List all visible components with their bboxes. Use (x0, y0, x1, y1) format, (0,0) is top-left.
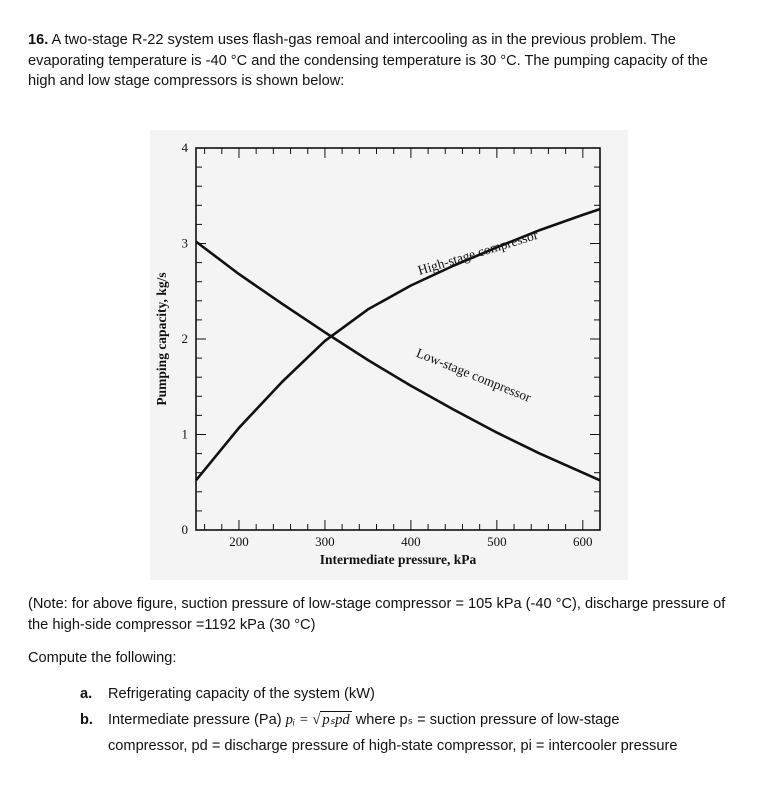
y-tick-label: 0 (181, 522, 188, 537)
problem-text: A two-stage R-22 system uses flash-gas remoal and intercooling as in the previous problem. The evaporating temperature is -40 °C and the condensing temperature is 30 °C. The pumping capacity of the high and low stage compressors is shown below: (28, 32, 708, 89)
question-b-letter: b. (80, 712, 93, 728)
x-tick-label: 300 (315, 534, 335, 549)
series-line-high-stage (196, 242, 600, 481)
question-b-text: Intermediate pressure (Pa) (108, 712, 282, 728)
x-tick-label: 600 (573, 534, 593, 549)
pumping-capacity-chart (150, 130, 628, 580)
series-line-low-stage (196, 209, 600, 480)
x-tick-label: 500 (487, 534, 507, 549)
pumping-capacity-figure (150, 130, 628, 580)
question-b (80, 710, 740, 730)
question-b-where: where pₛ = suction pressure of low-stage (355, 712, 620, 728)
compute-label: Compute the following: (28, 650, 177, 666)
formula-lhs: pᵢ = (285, 712, 309, 728)
series-label-low-stage: Low-stage compressor (414, 345, 534, 405)
question-b-continuation: compressor, pd = discharge pressure of high-state compressor, pi = intercooler pressure (108, 738, 678, 754)
x-axis-label: Intermediate pressure, kPa (319, 552, 477, 567)
question-a (80, 684, 740, 704)
y-tick-label: 1 (181, 426, 188, 442)
problem-statement (28, 30, 734, 92)
x-tick-label: 400 (401, 534, 421, 549)
plot-frame (196, 148, 600, 530)
y-axis-label: Pumping capacity, kg/s (154, 272, 169, 406)
figure-note: (Note: for above figure, suction pressure of low-stage compressor = 105 kPa (-40 °C), discharge pressure of the high-side compressor =1192 kPa (30 °C) (28, 596, 726, 633)
formula-radicand: pₛpd (322, 712, 350, 728)
question-a-letter: a. (80, 686, 93, 702)
x-tick-label: 200 (229, 534, 249, 549)
y-tick-label: 2 (181, 331, 188, 346)
y-tick-label: 3 (181, 235, 188, 251)
question-list (80, 684, 740, 756)
series-label-high-stage: High-stage compressor (415, 227, 540, 278)
problem-number: 16. (28, 32, 49, 48)
y-tick-label: 4 (181, 140, 188, 155)
intermediate-pressure-formula: pᵢ = √ pₛpd (285, 712, 350, 728)
question-a-text: Refrigerating capacity of the system (kW) (108, 686, 375, 702)
